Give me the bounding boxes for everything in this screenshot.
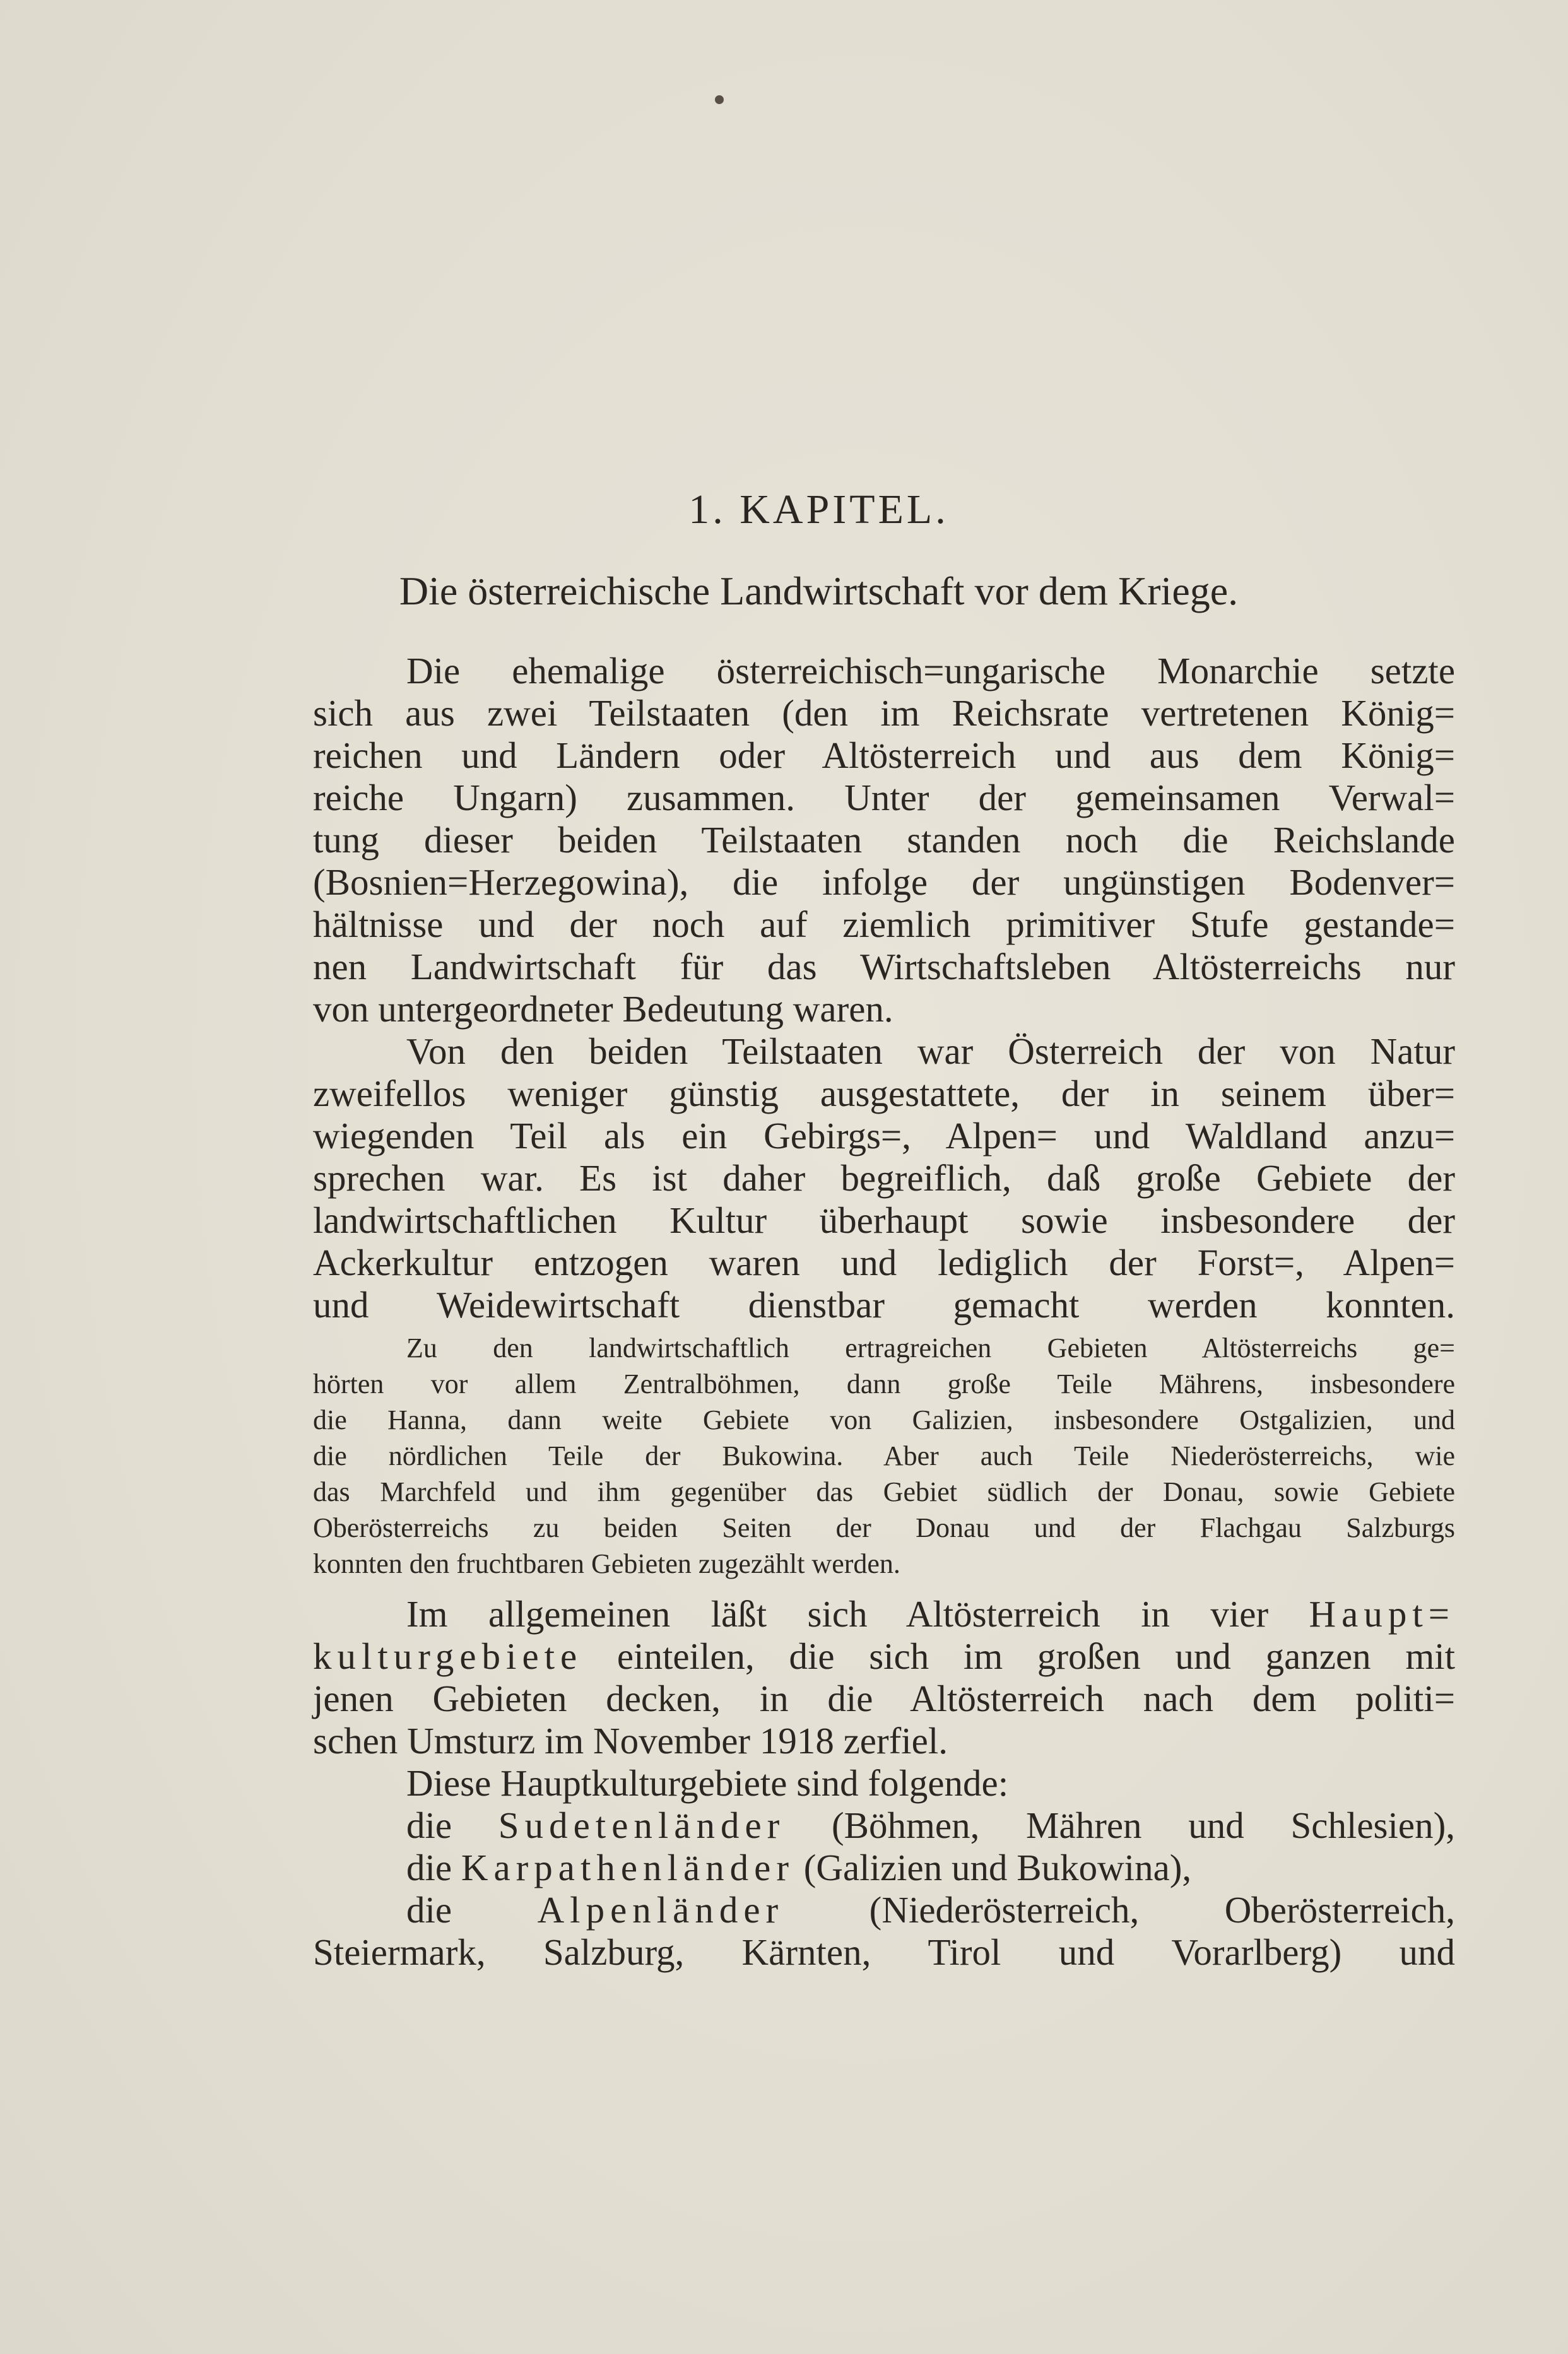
chapter-heading: 1. KAPITEL. [688,486,949,533]
list-item: die Alpenländer (Niederösterreich, Oberösterreich, [406,1889,1455,1931]
text-line: zweifellos weniger günstig ausgestattete, der in seinem über= [313,1073,1455,1114]
text-line: schen Umsturz im November 1918 zerfiel. [313,1720,948,1762]
text-line: landwirtschaftlichen Kultur überhaupt sowie insbesondere der [313,1199,1455,1241]
note-line: das Marchfeld und ihm gegenüber das Gebiet südlich der Donau, sowie Gebiete [313,1476,1455,1507]
text-line: Im allgemeinen läßt sich Altösterreich in vier Haupt= [406,1593,1455,1635]
body-text [313,650,1455,1974]
spaced-term: Sudetenländer [498,1804,786,1846]
spaced-term: Karpathenländer [461,1847,794,1888]
note-line: die Hanna, dann weite Gebiete von Galizien, insbesondere Ostgalizien, und [313,1404,1455,1435]
spaced-term: Alpenländer [537,1889,784,1931]
text-line: (Bosnien=Herzegowina), die infolge der ungünstigen Bodenver= [313,861,1455,903]
spaced-term: Haupt= [1309,1593,1455,1635]
text-line: reichen und Ländern oder Altösterreich und aus dem König= [313,734,1455,776]
text-line: Ackerkultur entzogen waren und lediglich der Forst=, Alpen= [313,1242,1455,1283]
note-line: die nördlichen Teile der Bukowina. Aber auch Teile Niederösterreichs, wie [313,1440,1455,1471]
note-line: hörten vor allem Zentralböhmen, dann große Teile Mährens, insbesondere [313,1368,1455,1399]
text-line: wiegenden Teil als ein Gebirgs=, Alpen= und Waldland anzu= [313,1115,1455,1156]
text-line: Steiermark, Salzburg, Kärnten, Tirol und Vorarlberg) und [313,1931,1455,1973]
text-line: sich aus zwei Teilstaaten (den im Reichsrate vertretenen König= [313,692,1455,734]
text-line: Diese Hauptkulturgebiete sind folgende: [406,1762,1009,1804]
text-line: und Weidewirtschaft dienstbar gemacht werden konnten. [313,1284,1455,1326]
list-item: die Sudetenländer (Böhmen, Mähren und Schlesien), [406,1804,1455,1846]
text-line: von untergeordneter Bedeutung waren. [313,988,893,1030]
text-line: tung dieser beiden Teilstaaten standen noch die Reichslande [313,819,1455,861]
text-line: hältnisse und der noch auf ziemlich primitiver Stufe gestande= [313,903,1455,945]
ink-dot [715,95,724,104]
note-line: konnten den fruchtbaren Gebieten zugezählt werden. [313,1548,900,1579]
text-line: nen Landwirtschaft für das Wirtschaftsleben Altösterreichs nur [313,946,1455,987]
list-item: die Karpathenländer (Galizien und Bukowina), [406,1847,1192,1888]
spaced-term: kulturgebiete [313,1635,583,1677]
text-line: jenen Gebieten decken, in die Altösterreich nach dem politi= [313,1678,1455,1719]
text-line: reiche Ungarn) zusammen. Unter der gemeinsamen Verwal= [313,777,1455,818]
note-line: Oberösterreichs zu beiden Seiten der Donau und der Flachgau Salzburgs [313,1512,1455,1543]
text-line: Die ehemalige österreichisch=ungarische Monarchie setzte [406,650,1455,691]
chapter-title: Die österreichische Landwirtschaft vor dem Kriege. [399,568,1239,613]
text-line: Von den beiden Teilstaaten war Österreich der von Natur [406,1030,1455,1072]
text-line: kulturgebiete einteilen, die sich im großen und ganzen mit [313,1635,1455,1677]
text-line: sprechen war. Es ist daher begreiflich, daß große Gebiete der [313,1157,1455,1199]
note-line: Zu den landwirtschaftlich ertragreichen Gebieten Altösterreichs ge= [406,1333,1455,1363]
